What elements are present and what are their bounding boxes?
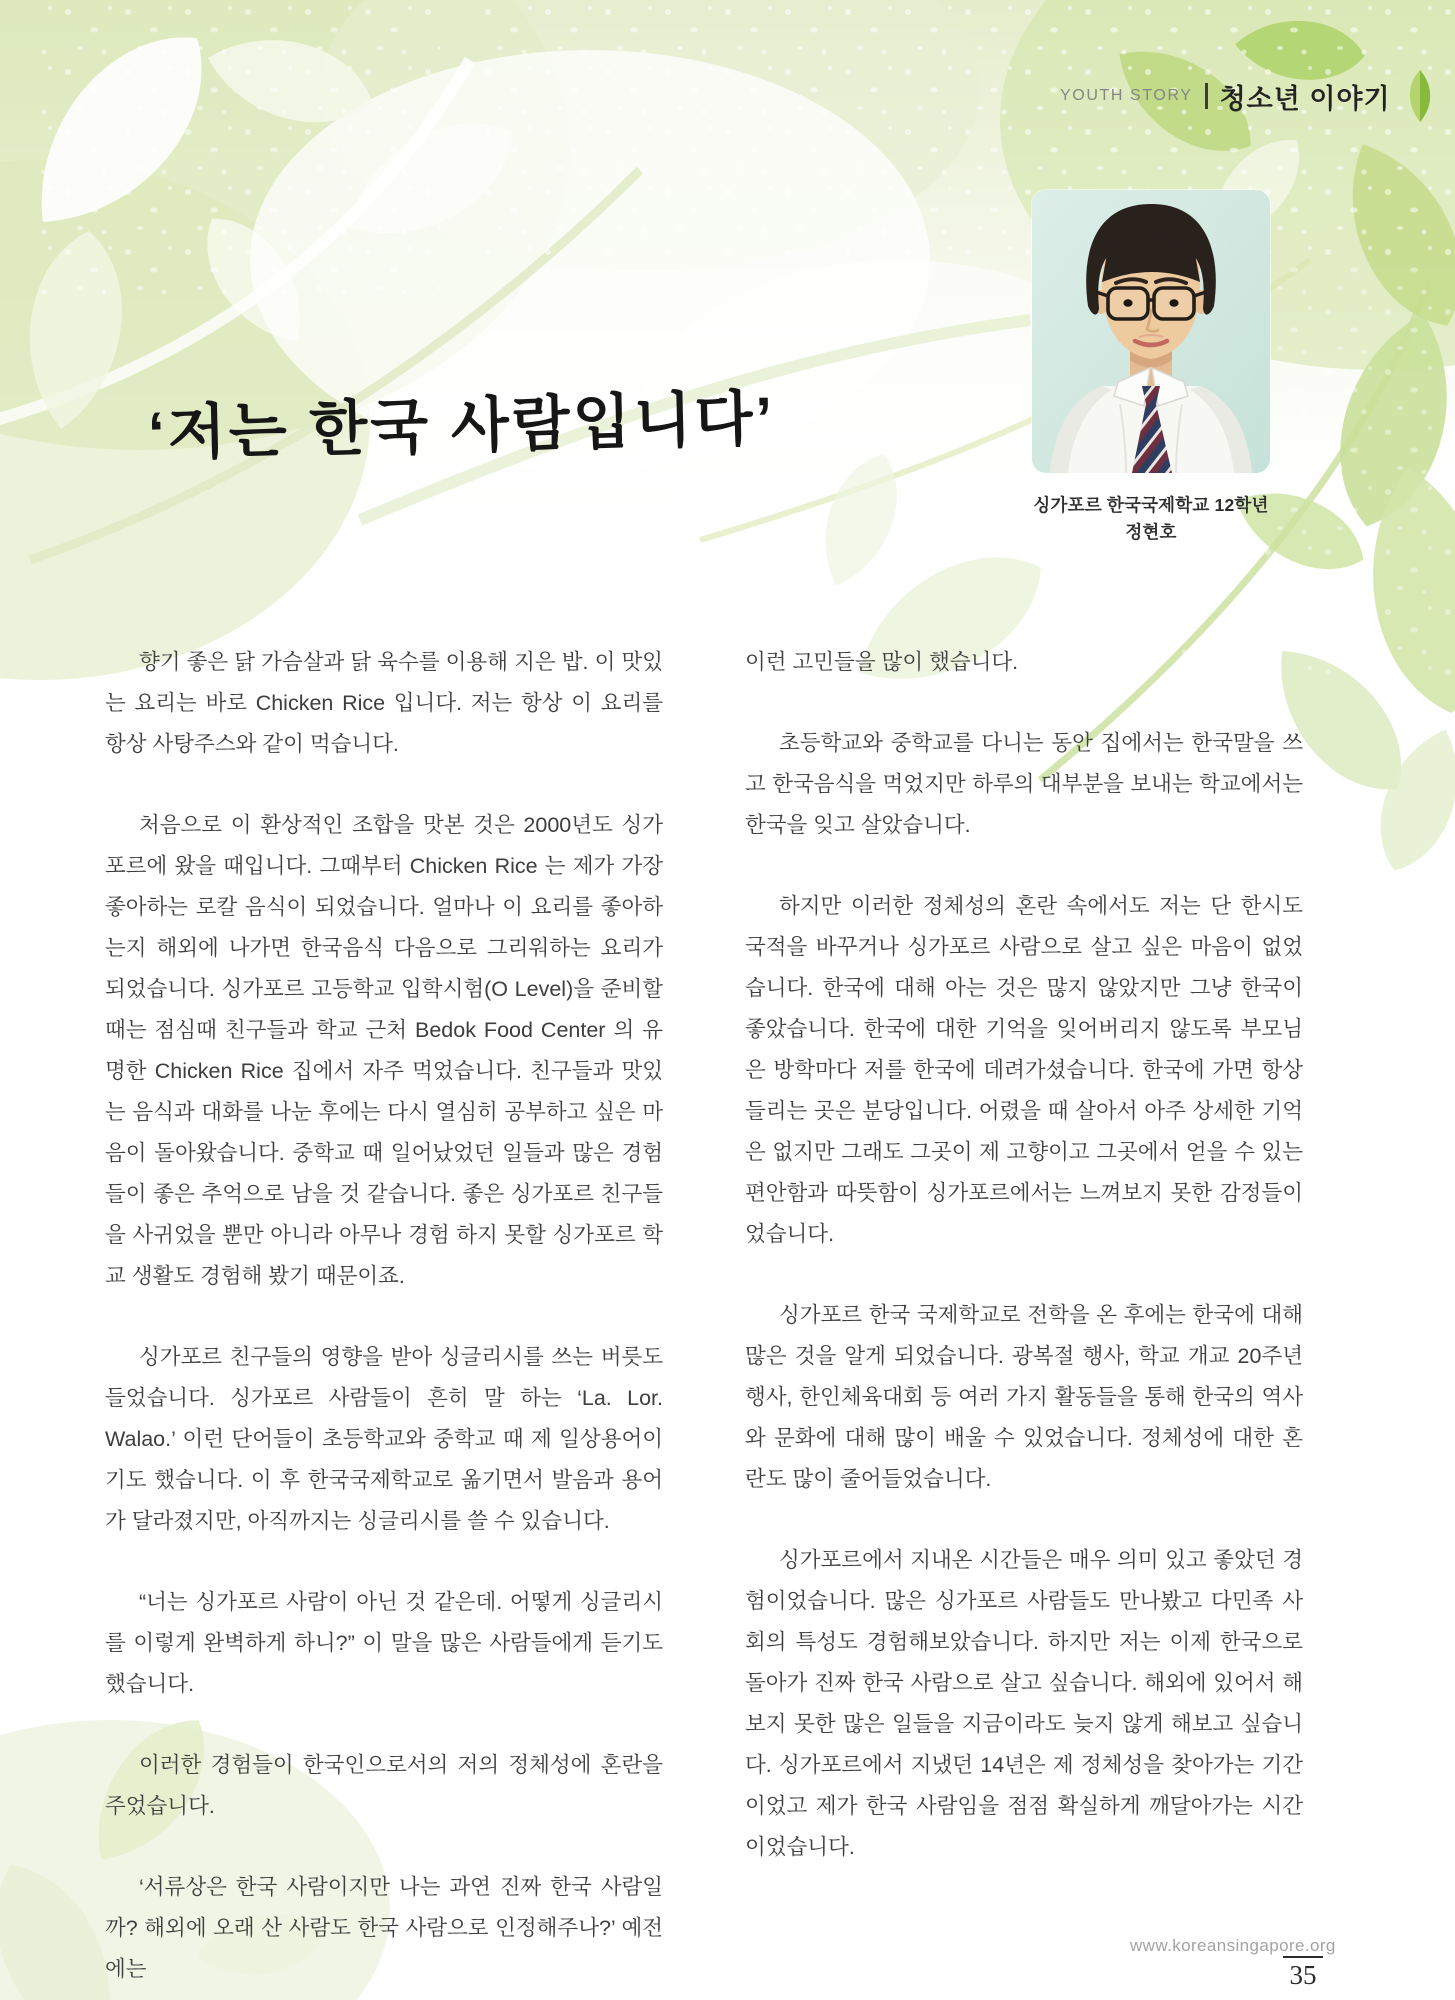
paragraph: 향기 좋은 닭 가슴살과 닭 육수를 이용해 지은 밥. 이 맛있는 요리는 바로 Chicken Rice 입니다. 저는 항상 이 요리를 항상 사탕주스와 같이 먹습니다. <box>105 650 663 756</box>
paragraph: 싱가포르 한국 국제학교로 전학을 온 후에는 한국에 대해 많은 것을 알게 되었습니다. 광복절 행사, 학교 개교 20주년 행사, 한인체육대회 등 여러 가지 활동들을 통해 한국의 역사와 문화에 대해 많이 배울 수 있었습니다. 정체성에 대한 혼란도 많이 줄어들었습니다. <box>745 1303 1303 1491</box>
paragraph: “너는 싱가포르 사람이 아닌 것 같은데. 어떻게 싱글리시를 이렇게 완벽하게 하니?” 이 말을 많은 사람들에게 듣기도 했습니다. <box>105 1590 663 1696</box>
paragraph: 싱가포르에서 지내온 시간들은 매우 의미 있고 좋았던 경험이었습니다. 많은 싱가포르 사람들도 만나봤고 다민족 사회의 특성도 경험해보았습니다. 하지만 저는 이제 한국으로 돌아가 진짜 한국 사람으로 살고 싶습니다. 해외에 있어서 해보지 못한 많은 일들을 지금이라도 늦지 않게 해보고 싶습니다. 싱가포르에서 지냈던 14년은 제 정체성을 찾아가는 기간이었고 제가 한국 사람임을 점점 확실하게 깨달아가는 시간이었습니다. <box>745 1548 1303 1859</box>
section-header <box>1060 68 1437 124</box>
website-url: www.koreansingapore.org <box>1130 1936 1336 1955</box>
paragraph: ‘서류상은 한국 사람이지만 나는 과연 진짜 한국 사람일까? 해외에 오래 산 사람도 한국 사람으로 인정해주나?’ 예전에는 <box>105 1875 663 1981</box>
leaf-icon <box>1403 68 1437 124</box>
section-label-en: YOUTH STORY <box>1060 87 1193 104</box>
paragraph: 하지만 이러한 정체성의 혼란 속에서도 저는 단 한시도 국적을 바꾸거나 싱가포르 사람으로 살고 싶은 마음이 없었습니다. 한국에 대해 아는 것은 많지 않았지만 그냥 한국이 좋았습니다. 한국에 대한 기억을 잊어버리지 않도록 부모님은 방학마다 저를 한국에 데려가셨습니다. 한국에 가면 항상 들리는 곳은 분당입니다. 어렸을 때 살아서 아주 상세한 기억은 없지만 그래도 그곳이 제 고향이고 그곳에서 얻을 수 있는 편안함과 따뜻함이 싱가포르에서는 느껴보지 못한 감정들이었습니다. <box>745 894 1303 1246</box>
student-photo <box>1032 190 1270 473</box>
article-right-column <box>745 642 1303 1908</box>
photo-caption <box>1012 492 1290 546</box>
article-left-column <box>105 642 663 2000</box>
article-title: ‘저는 한국 사람입니다’ <box>147 384 777 467</box>
header-divider <box>1205 83 1208 109</box>
paragraph: 초등학교와 중학교를 다니는 동안 집에서는 한국말을 쓰고 한국음식을 먹었지만 하루의 대부분을 보내는 학교에서는 한국을 잊고 살았습니다. <box>745 731 1303 837</box>
paragraph: 이런 고민들을 많이 했습니다. <box>745 650 1019 674</box>
caption-student-name: 정현호 <box>1125 522 1177 542</box>
caption-school-grade: 싱가포르 한국국제학교 12학년 <box>1033 495 1269 515</box>
page-number: 35 <box>1283 1956 1323 1991</box>
paragraph: 처음으로 이 환상적인 조합을 맛본 것은 2000년도 싱가포르에 왔을 때입니다. 그때부터 Chicken Rice 는 제가 가장 좋아하는 로칼 음식이 되었습니다. 얼마나 이 요리를 좋아하는지 해외에 나가면 한국음식 다음으로 그리워하는 요리가 되었습니다. 싱가포르 고등학교 입학시험(O Level)을 준비할 때는 점심때 친구들과 학교 근처 Bedok Food Center 의 유명한 Chicken Rice 집에서 자주 먹었습니다. 친구들과 맛있는 음식과 대화를 나눈 후에는 다시 열심히 공부하고 싶은 마음이 돌아왔습니다. 중학교 때 일어났었던 일들과 많은 경험들이 좋은 추억으로 남을 것 같습니다. 좋은 싱가포르 친구들을 사귀었을 뿐만 아니라 아무나 경험 하지 못할 싱가포르 학교 생활도 경험해 봤기 때문이죠. <box>105 813 663 1288</box>
paragraph: 싱가포르 친구들의 영향을 받아 싱글리시를 쓰는 버릇도 들었습니다. 싱가포르 사람들이 흔히 말 하는 ‘La. Lor. Walao.’ 이런 단어들이 초등학교와 중학교 때 제 일상용어이기도 했습니다. 이 후 한국국제학교로 옮기면서 발음과 용어가 달라졌지만, 아직까지는 싱글리시를 쓸 수 있습니다. <box>105 1345 663 1533</box>
paragraph: 이러한 경험들이 한국인으로서의 저의 정체성에 혼란을 주었습니다. <box>105 1753 663 1818</box>
section-label-ko: 청소년 이야기 <box>1219 83 1391 114</box>
portrait-illustration <box>1032 190 1270 473</box>
